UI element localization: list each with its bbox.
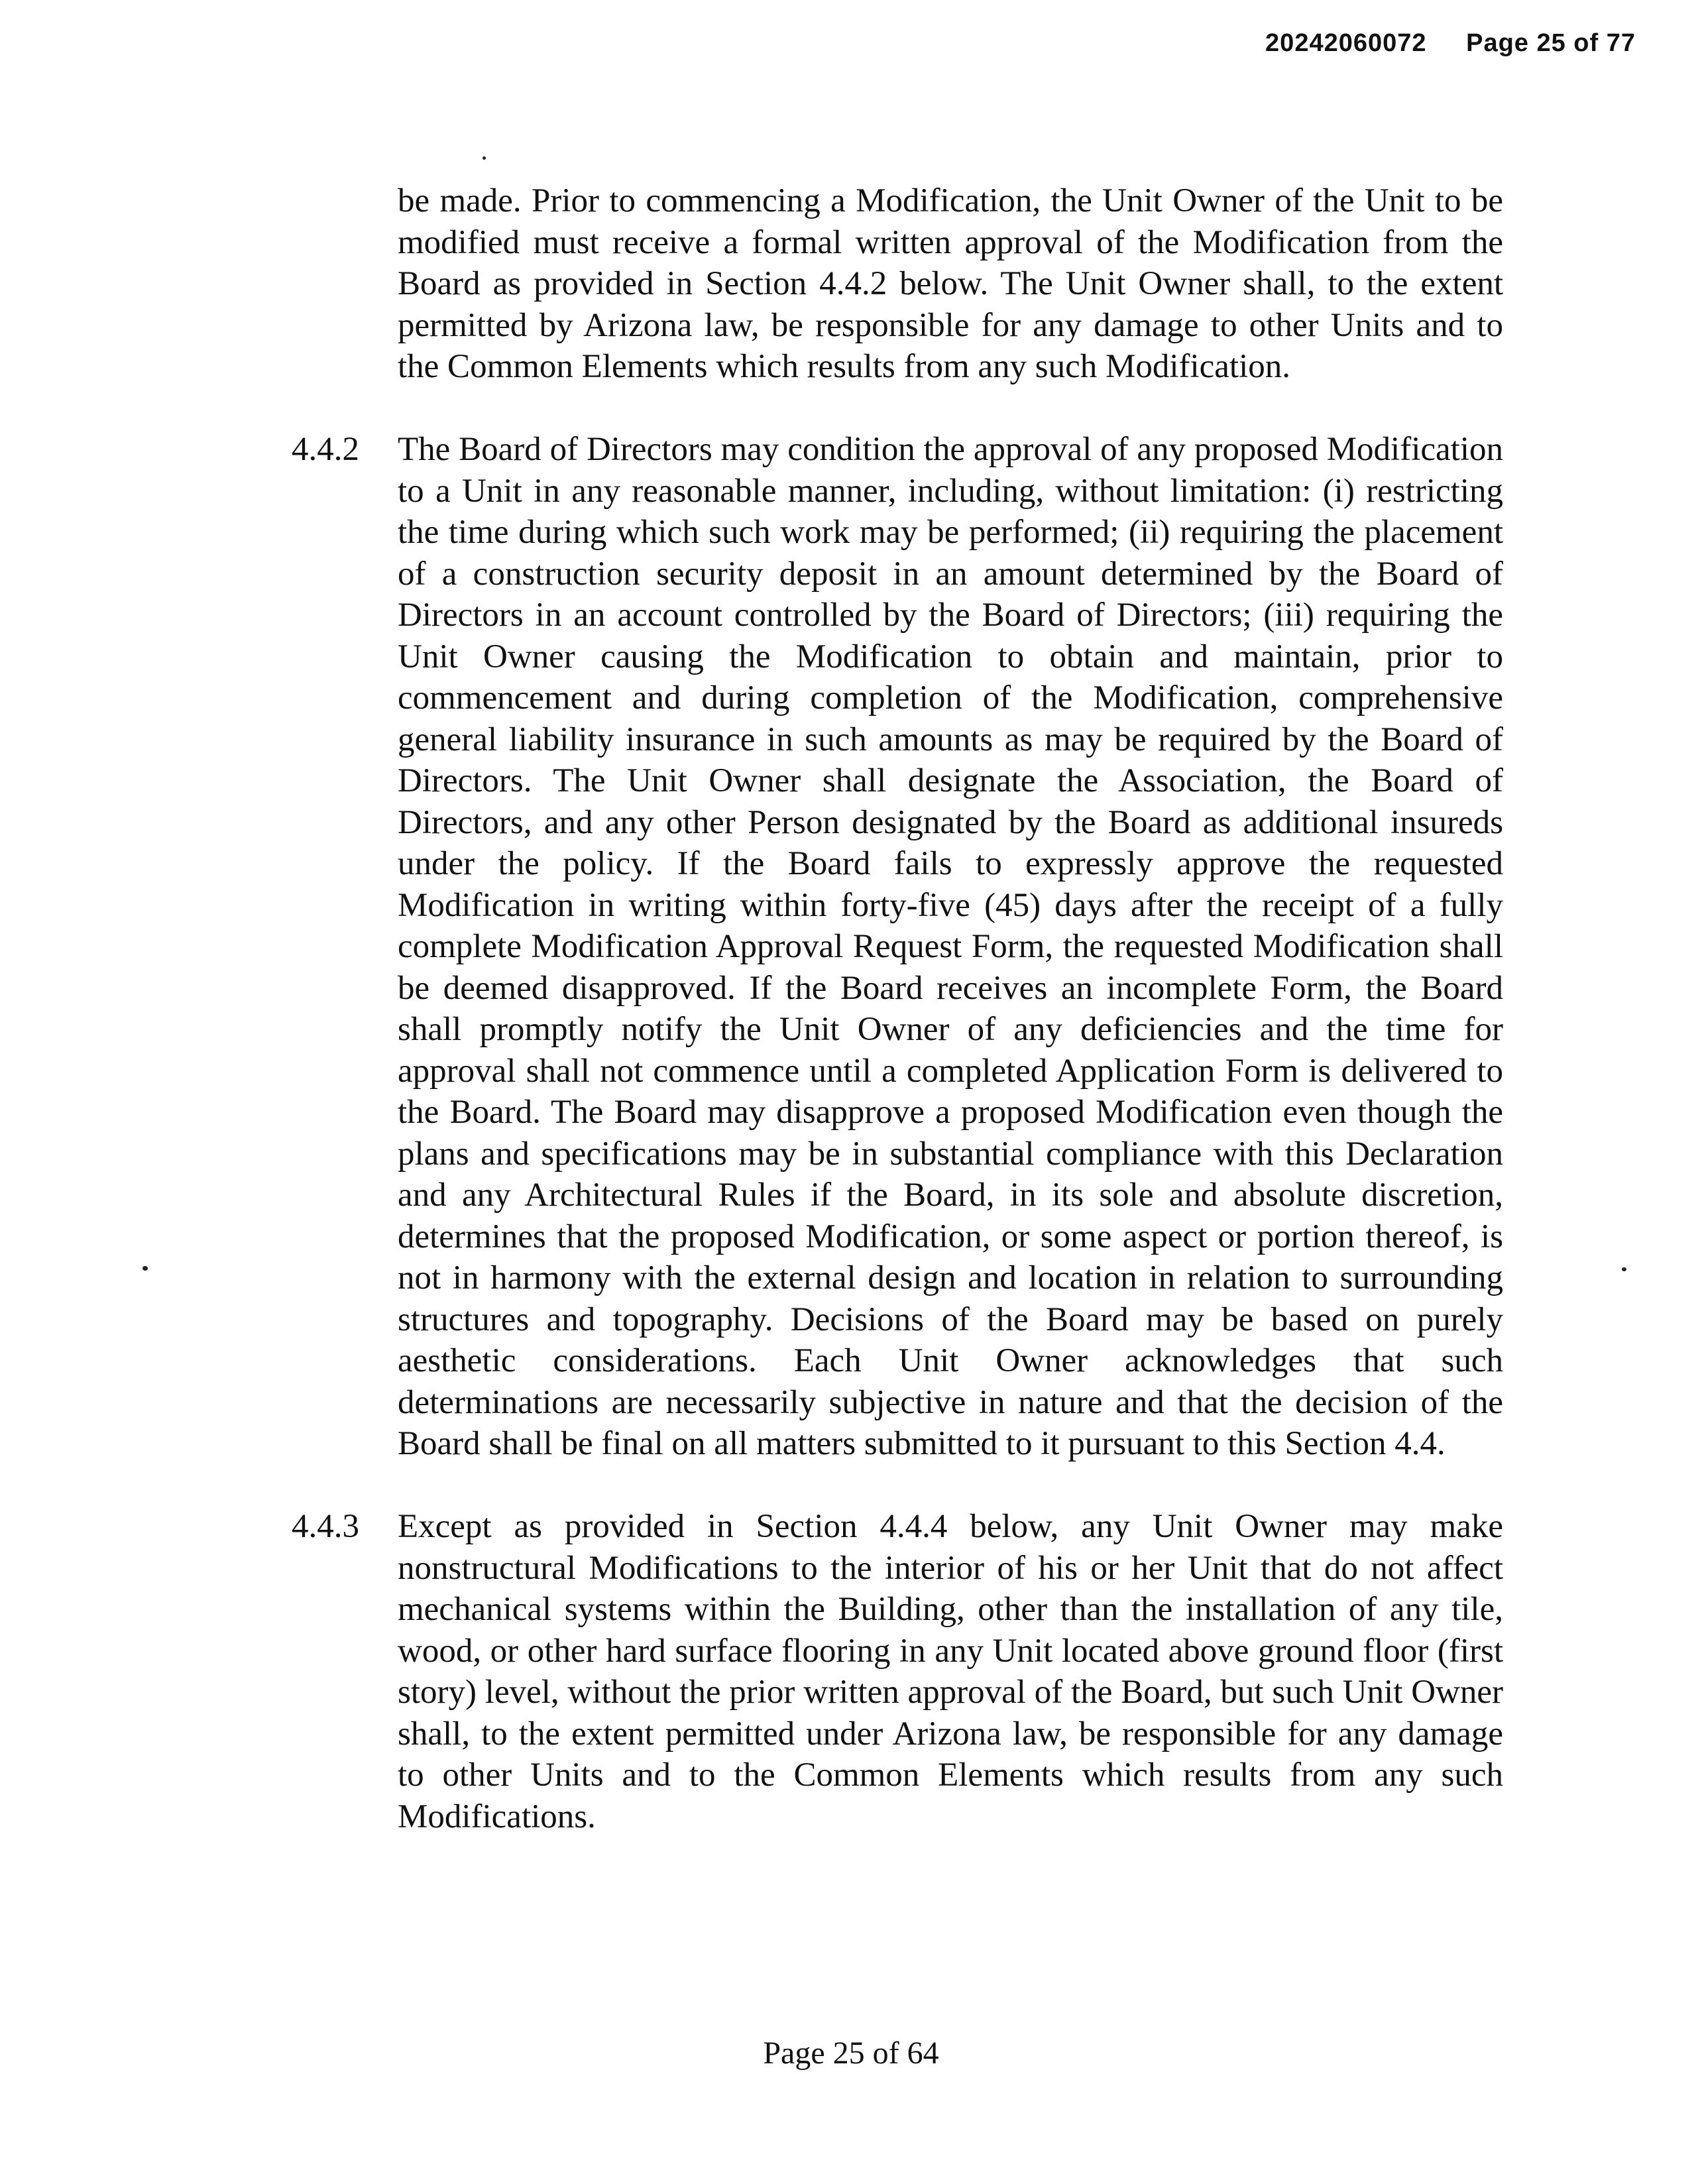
page-footer: Page 25 of 64 (763, 2036, 939, 2071)
section-number: 4.4.3 (292, 1508, 359, 1545)
continuation-paragraph: be made. Prior to commencing a Modification, the Unit Owner of the Unit to be modified must receive a formal written approval of the Modification from the Board as provided in Section 4.4.2 below. The Unit Owner shall, to the extent permitted by Arizona law, be responsible for any damage to other Units and to the Common Elements which results from any such Modification. (398, 182, 1503, 385)
recording-header (1265, 29, 1636, 58)
scan-speck (482, 156, 486, 160)
section-number: 4.4.2 (292, 431, 359, 468)
document-number: 20242060072 (1265, 29, 1427, 57)
section-4-4-2 (292, 429, 1503, 1465)
scan-speck (142, 1266, 148, 1271)
section-4-4-3 (292, 1506, 1503, 1837)
recording-page-label: Page 25 of 77 (1466, 29, 1636, 57)
section-text: The Board of Directors may condition the approval of any proposed Modification to a Unit in any reasonable manner, including, without limitation: (i) restricting the time during which such work may be performed; (ii) requiring the placement of a construction security deposit in an amount determined by the Board of Directors in an account controlled by the Board of Directors; (iii) requiring the Unit Owner causing the Modification to obtain and maintain, prior to commencement and during completion of the Modification, comprehensive general liability insurance in such amounts as may be required by the Board of Directors. The Unit Owner shall designate the Association, the Board of Directors, and any other Person designated by the Board as additional insureds under the policy. If the Board fails to expressly approve the requested Modification in writing within forty-five (45) days after the receipt of a fully complete Modification Approval Request Form, the requested Modification shall be deemed disapproved. If the Board receives an incomplete Form, the Board shall promptly notify the Unit Owner of any deficiencies and the time for approval shall not commence until a completed Application Form is delivered to the Board. The Board may disapprove a proposed Modification even though the plans and specifications may be in substantial compliance with this Declaration and any Architectural Rules if the Board, in its sole and absolute discretion, determines that the proposed Modification, or some aspect or portion thereof, is not in harmony with the external design and location in relation to surrounding structures and topography. Decisions of the Board may be based on purely aesthetic considerations. Each Unit Owner acknowledges that such determinations are necessarily subjective in nature and that the decision of the Board shall be final on all matters submitted to it pursuant to this Section 4.4. (398, 431, 1503, 1462)
scan-speck (1622, 1267, 1626, 1271)
document-body (292, 180, 1503, 1879)
section-text: Except as provided in Section 4.4.4 below, any Unit Owner may make nonstructural Modifications to the interior of his or her Unit that do not affect mechanical systems within the Building, other than the installation of any tile, wood, or other hard surface flooring in any Unit located above ground floor (first story) level, without the prior written approval of the Board, but such Unit Owner shall, to the extent permitted under Arizona law, be responsible for any damage to other Units and to the Common Elements which results from any such Modifications. (398, 1508, 1503, 1835)
